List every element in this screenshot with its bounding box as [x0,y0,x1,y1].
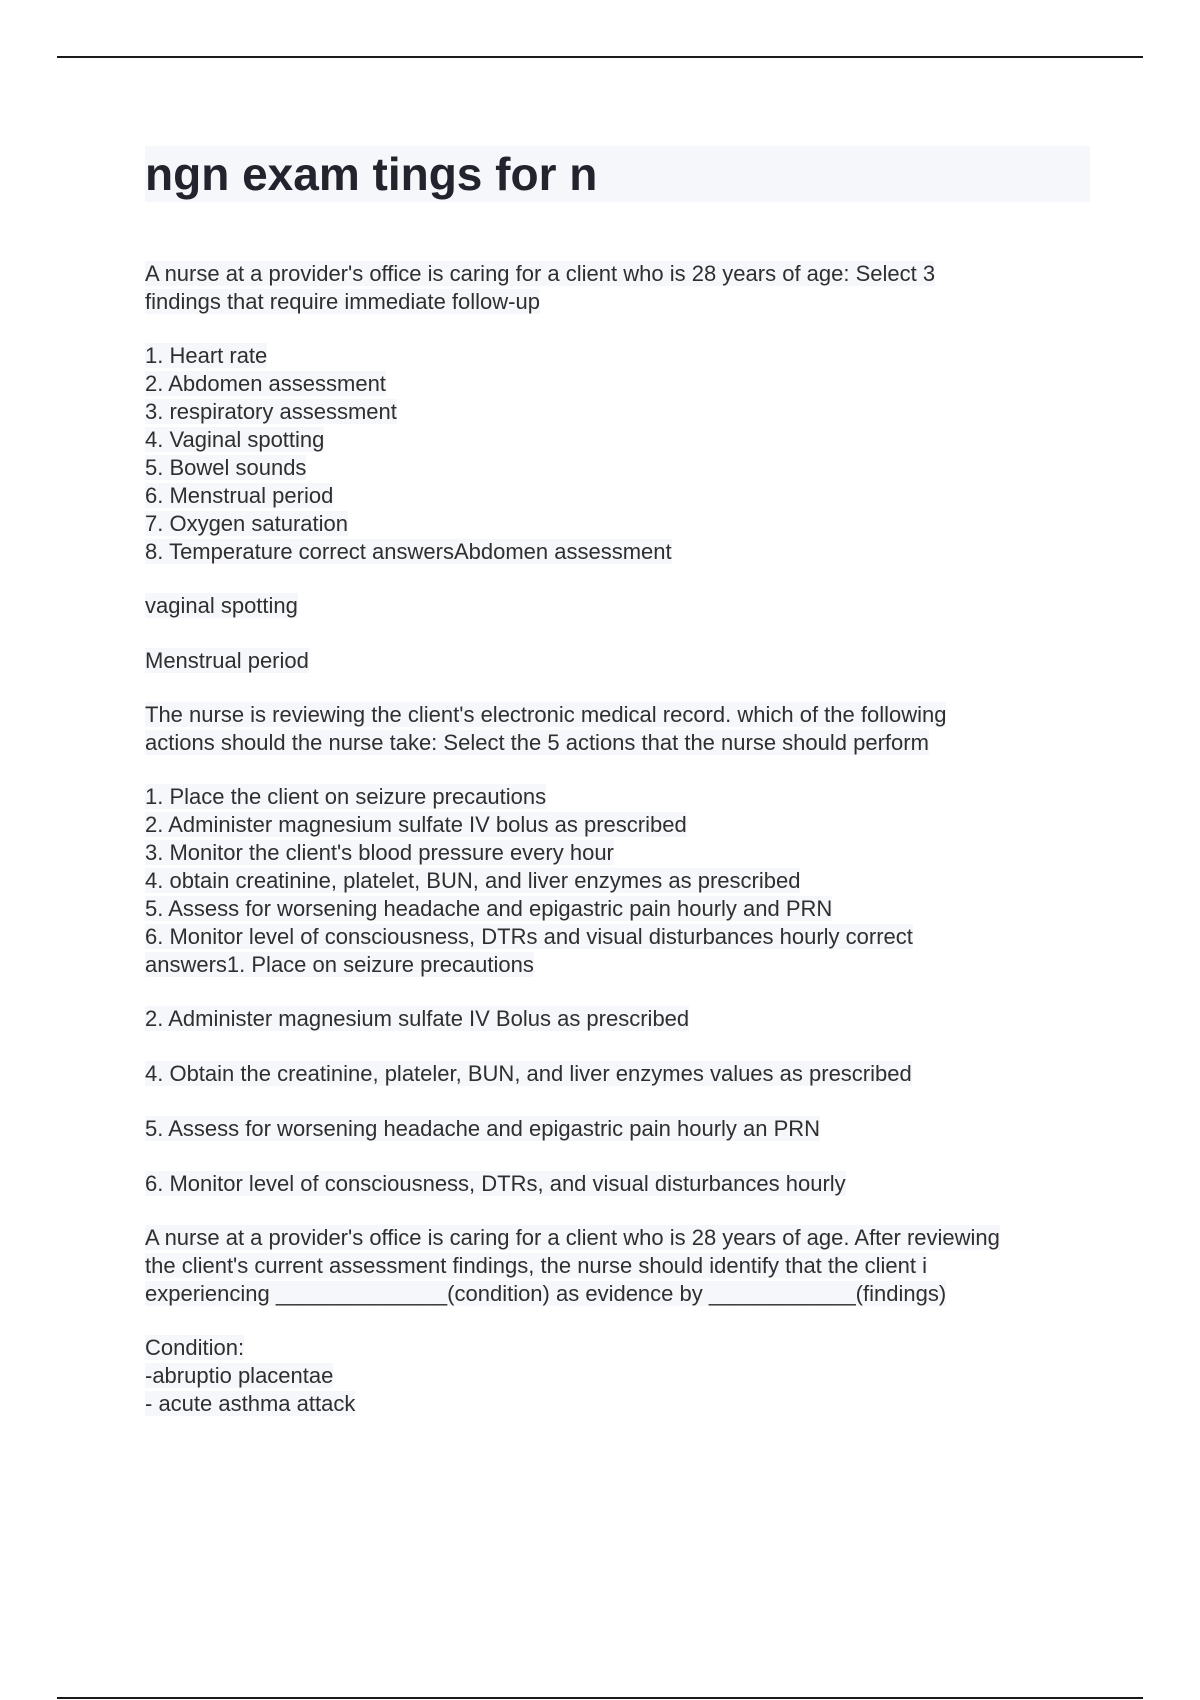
question-2 [145,701,1090,757]
q2-prompt-line: The nurse is reviewing the client's electronic medical record. which of the following [145,702,947,727]
q3-prompt-line: the client's current assessment findings, the nurse should identify that the client i [145,1253,927,1278]
q2-answer: 6. Monitor level of consciousness, DTRs, and visual disturbances hourly [145,1171,846,1196]
list-item: 6. Menstrual period [145,483,334,508]
list-item: 5. Assess for worsening headache and epigastric pain hourly and PRN [145,896,833,921]
list-item: 8. Temperature correct answersAbdomen assessment [145,539,672,564]
document-body [145,146,1090,1418]
list-item: 2. Abdomen assessment [145,371,386,396]
list-item: 1. Heart rate [145,343,268,368]
document-title: ngn exam tings for n [145,146,1090,202]
question-3 [145,1224,1090,1308]
list-item: - acute asthma attack [145,1391,356,1416]
q1-answer: Menstrual period [145,648,309,673]
q3-prompt-line: A nurse at a provider's office is caring for a client who is 28 years of age. After reviewing [145,1225,1000,1250]
list-item: Condition: [145,1335,245,1360]
list-item: answers1. Place on seizure precautions [145,952,534,977]
q1-options [145,342,1090,566]
list-item: 2. Administer magnesium sulfate IV bolus as prescribed [145,812,687,837]
q2-answer: 2. Administer magnesium sulfate IV Bolus as prescribed [145,1006,690,1031]
list-item: 1. Place the client on seizure precautions [145,784,547,809]
q2-options [145,783,1090,979]
q3-prompt-line: experiencing ______________(condition) as evidence by ____________(findings) [145,1281,947,1306]
list-item: 4. obtain creatinine, platelet, BUN, and liver enzymes as prescribed [145,868,801,893]
list-item: 3. respiratory assessment [145,399,397,424]
bottom-rule [57,1697,1143,1699]
list-item: 3. Monitor the client's blood pressure every hour [145,840,614,865]
q2-answer: 4. Obtain the creatinine, plateler, BUN, and liver enzymes values as prescribed [145,1061,912,1086]
question-1 [145,260,1090,316]
list-item: -abruptio placentae [145,1363,334,1388]
list-item: 4. Vaginal spotting [145,427,325,452]
q3-conditions [145,1334,1090,1418]
q1-answer: vaginal spotting [145,593,298,618]
q2-answer: 5. Assess for worsening headache and epigastric pain hourly an PRN [145,1116,821,1141]
top-rule [57,56,1143,58]
list-item: 6. Monitor level of consciousness, DTRs and visual disturbances hourly correct [145,924,913,949]
list-item: 7. Oxygen saturation [145,511,349,536]
list-item: 5. Bowel sounds [145,455,307,480]
q1-prompt-line: A nurse at a provider's office is caring for a client who is 28 years of age: Select 3 [145,261,936,286]
q1-prompt-line: findings that require immediate follow-up [145,289,540,314]
q2-prompt-line: actions should the nurse take: Select the 5 actions that the nurse should perform [145,730,929,755]
